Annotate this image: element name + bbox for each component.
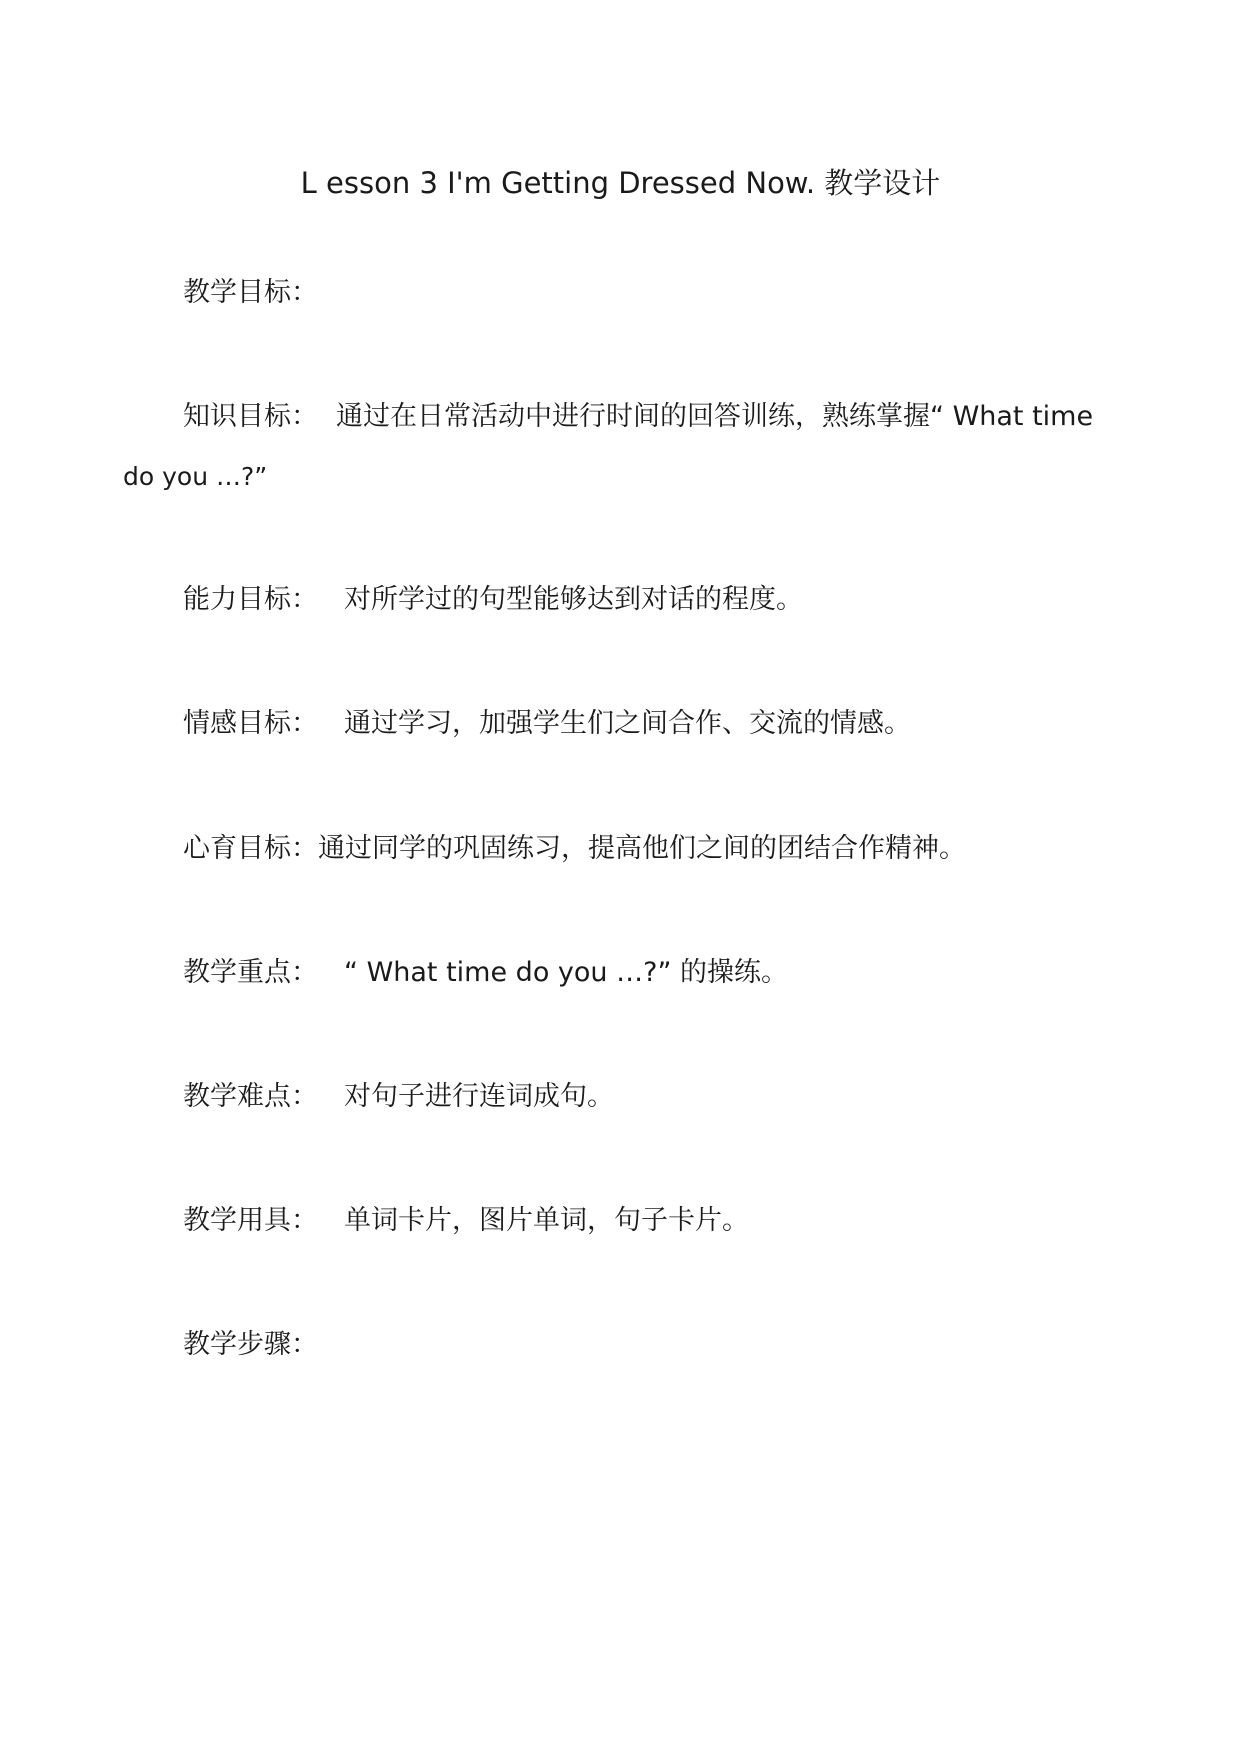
emotion-objective [183,704,911,744]
document-title: L esson 3 I'm Getting Dressed Now. 教学设计 [300,166,941,200]
mental-objective-text: 通过同学的巩固练习，提高他们之间的团结合作精神。 [318,833,966,864]
ability-objective-label: 能力目标： [183,584,318,615]
emotion-objective-label: 情感目标： [183,708,318,739]
ability-objective [183,580,803,620]
key-point [183,953,788,993]
teaching-tools-text: 单词卡片，图片单词，句子卡片。 [344,1205,749,1236]
emotion-objective-text: 通过学习，加强学生们之间合作、交流的情感。 [344,708,911,739]
teaching-tools-label: 教学用具： [183,1205,318,1236]
teaching-tools [183,1201,749,1241]
ability-objective-text: 对所学过的句型能够达到对话的程度。 [344,584,803,615]
knowledge-objective-continuation: do you …?” [123,462,268,491]
knowledge-objective [183,397,1093,437]
knowledge-objective-text: 通过在日常活动中进行时间的回答训练，熟练掌握“ What time [336,401,1094,432]
section-heading-objectives: 教学目标： [183,277,318,308]
difficulty-text: 对句子进行连词成句。 [344,1081,614,1112]
key-point-text: “ What time do you …?” 的操练。 [344,957,789,988]
mental-objective [183,829,966,869]
section-heading-steps: 教学步骤： [183,1329,318,1360]
difficulty-label: 教学难点： [183,1081,318,1112]
key-point-label: 教学重点： [183,957,318,988]
knowledge-objective-label: 知识目标： [183,401,318,432]
difficulty [183,1077,614,1117]
mental-objective-label: 心育目标： [183,833,318,864]
